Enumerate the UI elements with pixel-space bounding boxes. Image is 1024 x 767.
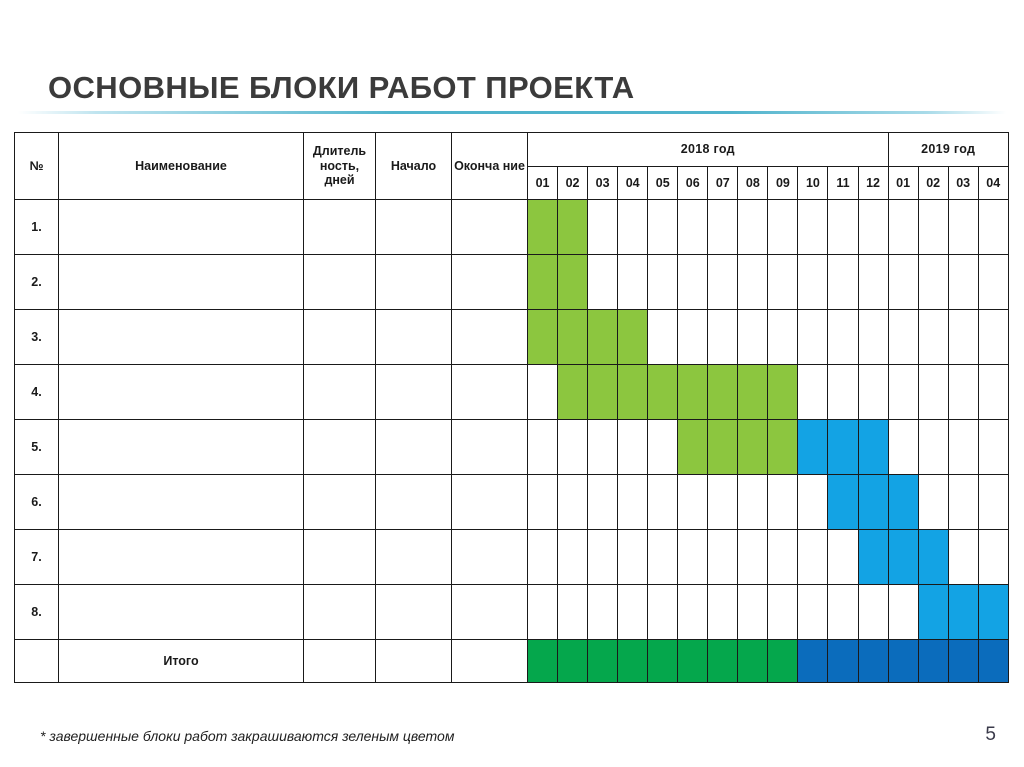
gantt-bar-cell [888,530,918,585]
gantt-bar-cell [528,255,558,310]
gantt-bar-cell [588,310,618,365]
gantt-empty-cell [678,310,708,365]
gantt-empty-cell [858,585,888,640]
gantt-empty-cell [828,255,858,310]
row-number: 8. [15,585,59,640]
gantt-bar-cell [708,420,738,475]
table-row[interactable] [15,530,1009,585]
gantt-empty-cell [768,475,798,530]
gantt-empty-cell [768,200,798,255]
gantt-empty-cell [918,420,948,475]
gantt-empty-cell [918,310,948,365]
gantt-empty-cell [618,420,648,475]
gantt-empty-cell [918,475,948,530]
gantt-empty-cell [978,255,1008,310]
gantt-empty-cell [528,420,558,475]
total-bar-cell [798,640,828,683]
gantt-bar-cell [558,310,588,365]
gantt-empty-cell [798,475,828,530]
gantt-empty-cell [708,585,738,640]
month-header-2018-01: 01 [528,166,558,200]
gantt-empty-cell [798,365,828,420]
month-header-2018-03: 03 [588,166,618,200]
gantt-empty-cell [888,310,918,365]
month-header-2018-04: 04 [618,166,648,200]
total-bar-cell [768,640,798,683]
gantt-empty-cell [618,475,648,530]
gantt-bar-cell [828,475,858,530]
gantt-empty-cell [738,585,768,640]
year-header-2018: 2018 год [528,133,889,167]
total-bar-cell [948,640,978,683]
gantt-empty-cell [798,585,828,640]
gantt-bar-cell [708,365,738,420]
table-row[interactable] [15,365,1009,420]
total-bar-cell [858,640,888,683]
gantt-empty-cell [948,310,978,365]
total-row [15,640,1009,683]
gantt-bar-cell [558,255,588,310]
row-start-cell[interactable] [376,420,452,475]
month-header-2018-08: 08 [738,166,768,200]
table-row[interactable] [15,420,1009,475]
row-start-cell[interactable] [376,310,452,365]
month-header-2018-10: 10 [798,166,828,200]
row-duration-cell[interactable] [304,255,376,310]
total-bar-cell [918,640,948,683]
row-end-cell[interactable] [452,475,528,530]
month-header-2018-06: 06 [678,166,708,200]
table-row[interactable] [15,255,1009,310]
gantt-empty-cell [888,420,918,475]
gantt-empty-cell [888,585,918,640]
gantt-empty-cell [918,255,948,310]
gantt-empty-cell [918,365,948,420]
row-name-cell[interactable] [59,530,304,585]
gantt-empty-cell [708,475,738,530]
gantt-bar-cell [588,365,618,420]
table-row[interactable] [15,310,1009,365]
gantt-empty-cell [558,475,588,530]
row-name-cell[interactable] [59,365,304,420]
gantt-empty-cell [768,255,798,310]
month-header-2018-12: 12 [858,166,888,200]
footnote-legend: * завершенные блоки работ закрашиваются зеленым цветом [40,728,455,744]
month-header-2018-07: 07 [708,166,738,200]
row-number: 5. [15,420,59,475]
table-row[interactable] [15,475,1009,530]
gantt-empty-cell [648,420,678,475]
col-header-duration: Длитель ность, дней [304,133,376,200]
gantt-empty-cell [828,365,858,420]
gantt-bar-cell [828,420,858,475]
total-start-cell [376,640,452,683]
row-name-cell[interactable] [59,310,304,365]
table-body [15,200,1009,683]
row-start-cell[interactable] [376,530,452,585]
gantt-empty-cell [708,310,738,365]
gantt-empty-cell [708,255,738,310]
total-row-number [15,640,59,683]
gantt-empty-cell [798,200,828,255]
row-start-cell[interactable] [376,585,452,640]
gantt-empty-cell [828,200,858,255]
col-header-number: № [15,133,59,200]
gantt-empty-cell [528,475,558,530]
gantt-empty-cell [648,200,678,255]
gantt-empty-cell [948,530,978,585]
col-header-end: Оконча ние [452,133,528,200]
gantt-empty-cell [858,200,888,255]
row-name-cell[interactable] [59,200,304,255]
row-duration-cell[interactable] [304,475,376,530]
gantt-empty-cell [978,365,1008,420]
gantt-bar-cell [888,475,918,530]
month-header-2019-04: 04 [978,166,1008,200]
row-number: 1. [15,200,59,255]
row-name-cell[interactable] [59,475,304,530]
gantt-empty-cell [828,585,858,640]
table-row[interactable] [15,585,1009,640]
total-bar-cell [708,640,738,683]
gantt-empty-cell [858,310,888,365]
gantt-bar-cell [678,365,708,420]
gantt-empty-cell [528,530,558,585]
col-header-start: Начало [376,133,452,200]
total-bar-cell [888,640,918,683]
gantt-empty-cell [738,475,768,530]
row-duration-cell[interactable] [304,420,376,475]
total-bar-cell [618,640,648,683]
gantt-empty-cell [678,200,708,255]
row-duration-cell[interactable] [304,310,376,365]
table-row[interactable] [15,200,1009,255]
gantt-empty-cell [738,530,768,585]
row-number: 7. [15,530,59,585]
row-start-cell[interactable] [376,200,452,255]
gantt-empty-cell [888,365,918,420]
gantt-empty-cell [768,530,798,585]
gantt-bar-cell [948,585,978,640]
total-bar-cell [738,640,768,683]
row-number: 4. [15,365,59,420]
gantt-empty-cell [948,255,978,310]
gantt-empty-cell [558,530,588,585]
gantt-empty-cell [528,365,558,420]
gantt-empty-cell [798,255,828,310]
total-bar-cell [678,640,708,683]
row-duration-cell[interactable] [304,530,376,585]
row-duration-cell[interactable] [304,200,376,255]
gantt-bar-cell [528,310,558,365]
row-end-cell[interactable] [452,255,528,310]
gantt-empty-cell [888,200,918,255]
gantt-empty-cell [678,475,708,530]
gantt-bar-cell [918,530,948,585]
total-row-label: Итого [59,640,304,683]
gantt-bar-cell [678,420,708,475]
row-end-cell[interactable] [452,420,528,475]
gantt-empty-cell [858,255,888,310]
gantt-empty-cell [648,530,678,585]
row-start-cell[interactable] [376,255,452,310]
gantt-empty-cell [888,255,918,310]
gantt-bar-cell [858,530,888,585]
gantt-empty-cell [768,585,798,640]
row-duration-cell[interactable] [304,365,376,420]
row-start-cell[interactable] [376,365,452,420]
gantt-empty-cell [978,200,1008,255]
month-header-2019-03: 03 [948,166,978,200]
gantt-empty-cell [618,585,648,640]
title-underline-rule [18,111,1006,114]
gantt-empty-cell [588,255,618,310]
gantt-empty-cell [978,475,1008,530]
gantt-empty-cell [618,255,648,310]
row-end-cell[interactable] [452,585,528,640]
gantt-empty-cell [648,475,678,530]
row-number: 2. [15,255,59,310]
header-row-top [15,133,1009,167]
gantt-empty-cell [528,585,558,640]
total-end-cell [452,640,528,683]
gantt-bar-cell [618,310,648,365]
gantt-empty-cell [738,310,768,365]
col-header-name: Наименование [59,133,304,200]
gantt-bar-cell [918,585,948,640]
gantt-empty-cell [738,200,768,255]
page-title: ОСНОВНЫЕ БЛОКИ РАБОТ ПРОЕКТА [48,70,635,105]
gantt-empty-cell [948,475,978,530]
gantt-empty-cell [768,310,798,365]
gantt-bar-cell [558,365,588,420]
gantt-empty-cell [858,365,888,420]
gantt-empty-cell [618,200,648,255]
gantt-empty-cell [648,255,678,310]
gantt-table [14,132,1009,683]
month-header-2018-09: 09 [768,166,798,200]
gantt-empty-cell [618,530,648,585]
gantt-empty-cell [678,530,708,585]
gantt-empty-cell [708,200,738,255]
gantt-bar-cell [738,420,768,475]
month-header-2019-01: 01 [888,166,918,200]
gantt-bar-cell [768,420,798,475]
gantt-empty-cell [948,365,978,420]
gantt-bar-cell [618,365,648,420]
row-duration-cell[interactable] [304,585,376,640]
gantt-bar-cell [528,200,558,255]
gantt-bar-cell [768,365,798,420]
gantt-empty-cell [948,420,978,475]
page-number: 5 [985,724,996,745]
total-bar-cell [558,640,588,683]
gantt-empty-cell [588,585,618,640]
table-head [15,133,1009,200]
gantt-bar-cell [558,200,588,255]
gantt-bar-cell [738,365,768,420]
gantt-bar-cell [858,475,888,530]
gantt-empty-cell [948,200,978,255]
gantt-empty-cell [828,530,858,585]
gantt-empty-cell [978,310,1008,365]
row-name-cell[interactable] [59,420,304,475]
total-bar-cell [588,640,618,683]
total-bar-cell [528,640,558,683]
gantt-empty-cell [918,200,948,255]
row-name-cell[interactable] [59,255,304,310]
gantt-empty-cell [648,310,678,365]
gantt-empty-cell [678,585,708,640]
month-header-2018-05: 05 [648,166,678,200]
row-number: 3. [15,310,59,365]
gantt-empty-cell [708,530,738,585]
gantt-empty-cell [798,310,828,365]
total-bar-cell [828,640,858,683]
gantt-empty-cell [588,420,618,475]
gantt-bar-cell [978,585,1008,640]
gantt-empty-cell [678,255,708,310]
gantt-empty-cell [798,530,828,585]
year-header-2019: 2019 год [888,133,1008,167]
gantt-empty-cell [588,200,618,255]
row-end-cell[interactable] [452,200,528,255]
row-start-cell[interactable] [376,475,452,530]
gantt-empty-cell [558,420,588,475]
gantt-table-container [14,132,1007,683]
total-bar-cell [648,640,678,683]
gantt-empty-cell [978,420,1008,475]
gantt-bar-cell [858,420,888,475]
total-bar-cell [978,640,1008,683]
row-number: 6. [15,475,59,530]
gantt-empty-cell [588,530,618,585]
row-end-cell[interactable] [452,310,528,365]
gantt-empty-cell [738,255,768,310]
gantt-bar-cell [798,420,828,475]
month-header-2018-02: 02 [558,166,588,200]
gantt-empty-cell [648,585,678,640]
gantt-empty-cell [588,475,618,530]
gantt-bar-cell [648,365,678,420]
row-end-cell[interactable] [452,365,528,420]
total-duration-cell [304,640,376,683]
gantt-empty-cell [558,585,588,640]
row-end-cell[interactable] [452,530,528,585]
gantt-empty-cell [978,530,1008,585]
row-name-cell[interactable] [59,585,304,640]
gantt-empty-cell [828,310,858,365]
month-header-2019-02: 02 [918,166,948,200]
month-header-2018-11: 11 [828,166,858,200]
